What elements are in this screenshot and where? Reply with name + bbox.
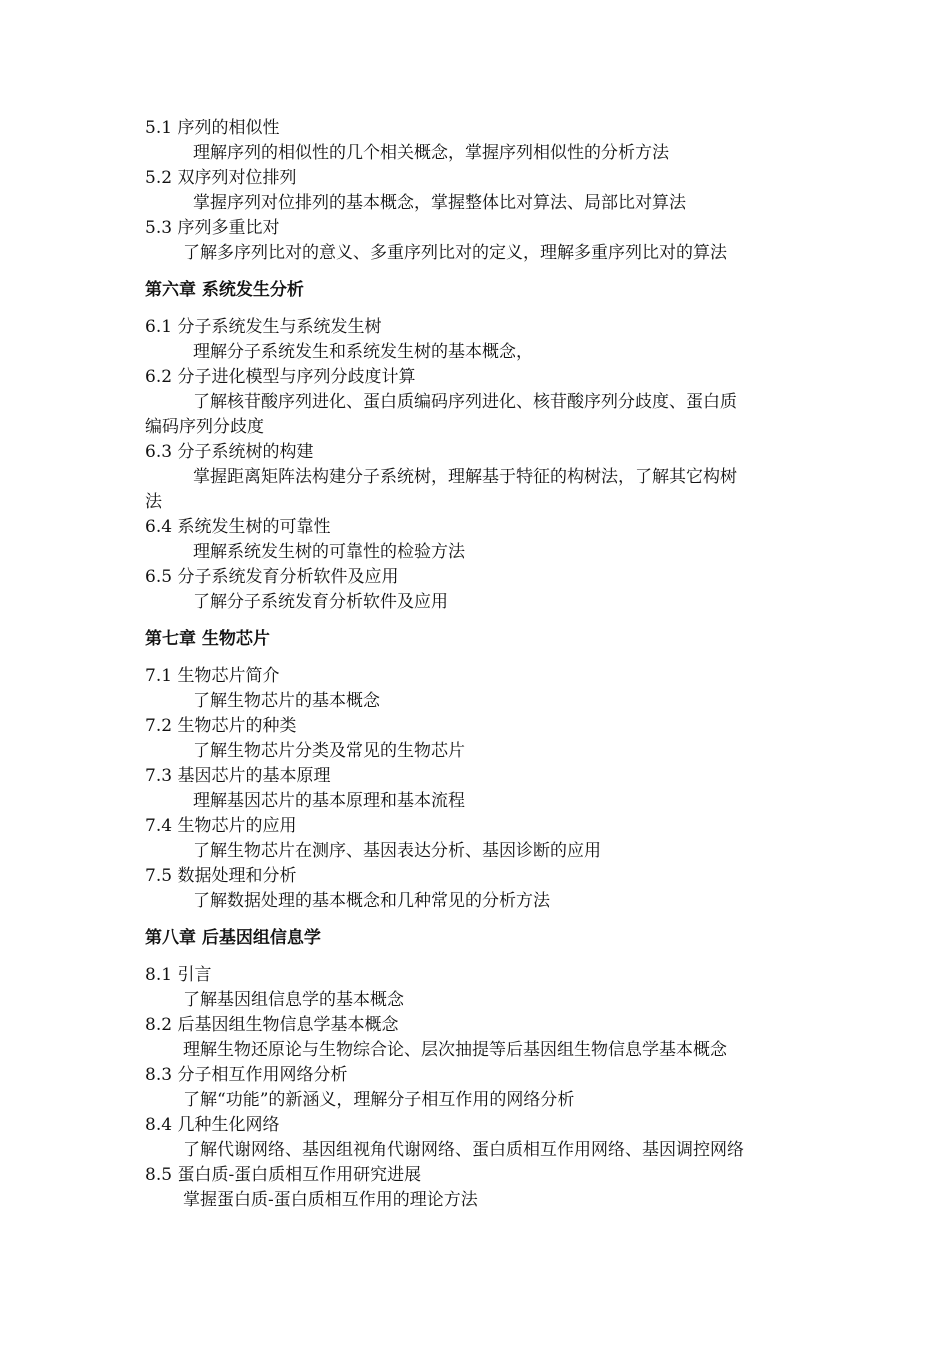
section-description: 掌握蛋白质-蛋白质相互作用的理论方法: [183, 1190, 478, 1210]
section-title: 8.2 后基因组生物信息学基本概念: [145, 1015, 399, 1035]
document-page: [145, 116, 815, 1213]
section-description: 了解“功能”的新涵义，理解分子相互作用的网络分析: [183, 1090, 575, 1110]
section-description: 理解序列的相似性的几个相关概念，掌握序列相似性的分析方法: [193, 143, 669, 163]
section-description: 理解分子系统发生和系统发生树的基本概念，: [193, 342, 533, 362]
section-title: 6.5 分子系统发育分析软件及应用: [145, 567, 399, 587]
section-title: 7.1 生物芯片简介: [145, 666, 280, 686]
section-description: 了解核苷酸序列进化、蛋白质编码序列进化、核苷酸序列分歧度、蛋白质: [193, 392, 737, 412]
section-title: 8.4 几种生化网络: [145, 1115, 280, 1135]
section-description-continued: 编码序列分歧度: [145, 417, 264, 437]
section-description: 了解分子系统发育分析软件及应用: [193, 592, 448, 612]
section-title: 5.2 双序列对位排列: [145, 168, 297, 188]
section-description: 理解生物还原论与生物综合论、层次抽提等后基因组生物信息学基本概念: [183, 1040, 727, 1060]
section-title: 8.3 分子相互作用网络分析: [145, 1065, 348, 1085]
section-description: 了解多序列比对的意义、多重序列比对的定义，理解多重序列比对的算法: [183, 243, 727, 263]
section-description: 了解基因组信息学的基本概念: [183, 990, 404, 1010]
section-description: 了解数据处理的基本概念和几种常见的分析方法: [193, 891, 550, 911]
section-description: 理解基因芯片的基本原理和基本流程: [193, 791, 465, 811]
section-title: 7.2 生物芯片的种类: [145, 716, 297, 736]
section-description: 掌握序列对位排列的基本概念，掌握整体比对算法、局部比对算法: [193, 193, 686, 213]
section-title: 7.5 数据处理和分析: [145, 866, 297, 886]
section-title: 8.1 引言: [145, 965, 212, 985]
section-title: 5.3 序列多重比对: [145, 218, 280, 238]
section-description: 理解系统发生树的可靠性的检验方法: [193, 542, 465, 562]
chapter-heading: 第六章 系统发生分析: [145, 280, 304, 300]
section-title: 7.3 基因芯片的基本原理: [145, 766, 331, 786]
section-title: 6.1 分子系统发生与系统发生树: [145, 317, 382, 337]
section-title: 6.3 分子系统树的构建: [145, 442, 314, 462]
section-title: 6.2 分子进化模型与序列分歧度计算: [145, 367, 416, 387]
section-title: 6.4 系统发生树的可靠性: [145, 517, 331, 537]
section-description-continued: 法: [145, 492, 162, 512]
section-description: 了解生物芯片的基本概念: [193, 691, 380, 711]
section-description: 掌握距离矩阵法构建分子系统树，理解基于特征的构树法，了解其它构树: [193, 467, 737, 487]
section-title: 5.1 序列的相似性: [145, 118, 280, 138]
section-title: 7.4 生物芯片的应用: [145, 816, 297, 836]
section-title: 8.5 蛋白质-蛋白质相互作用研究进展: [145, 1165, 422, 1185]
section-description: 了解生物芯片分类及常见的生物芯片: [193, 741, 465, 761]
section-description: 了解生物芯片在测序、基因表达分析、基因诊断的应用: [193, 841, 601, 861]
chapter-heading: 第八章 后基因组信息学: [145, 928, 321, 948]
section-description: 了解代谢网络、基因组视角代谢网络、蛋白质相互作用网络、基因调控网络: [183, 1140, 744, 1160]
chapter-heading: 第七章 生物芯片: [145, 629, 270, 649]
